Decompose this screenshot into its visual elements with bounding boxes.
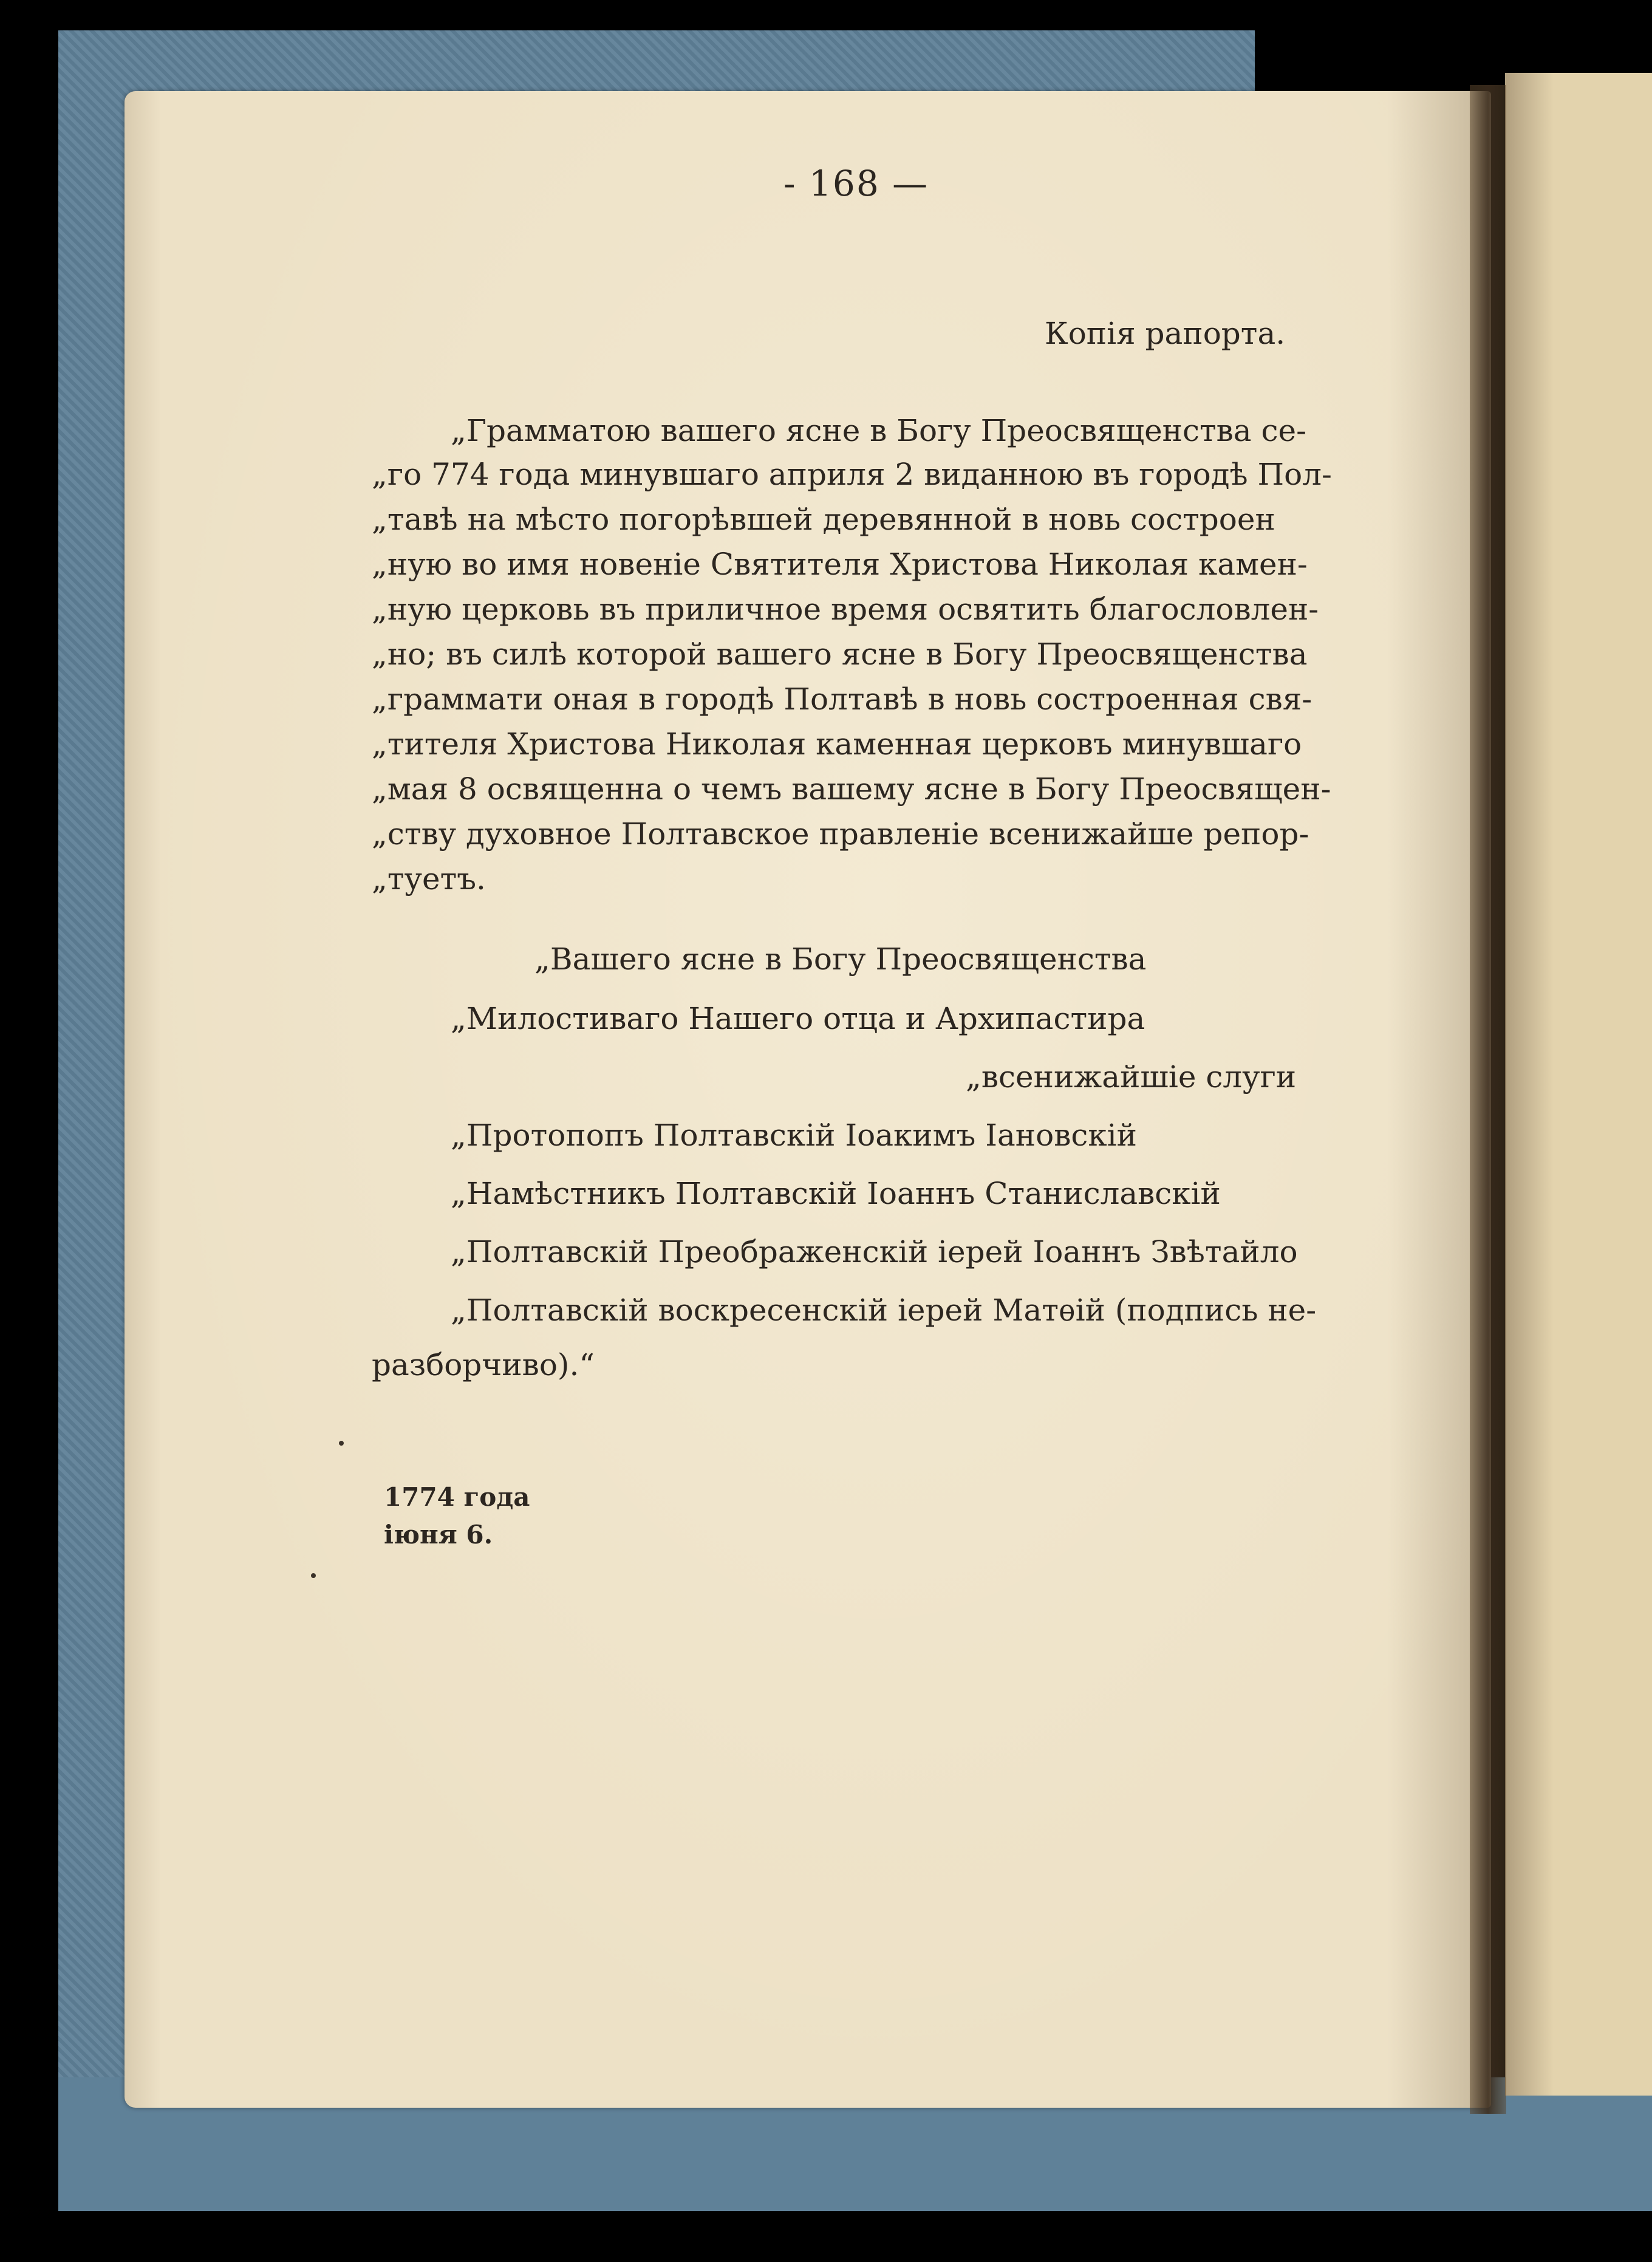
signatory-line: „Протопопъ Полтавскій Іоакимъ Іановскій — [451, 1118, 1137, 1153]
book-gutter — [1470, 85, 1506, 2114]
signatory-line: „Намѣстникъ Полтавскій Іоаннъ Станиславскій — [451, 1176, 1221, 1211]
facing-page-edge — [1505, 73, 1652, 2096]
closing-salutation: „Вашего ясне в Богу Преосвященства — [534, 941, 1147, 977]
signatory-line: „Полтавскій воскресенскій іерей Матѳій (подпись не- — [451, 1293, 1317, 1328]
closing-salutation: „Милостиваго Нашего отца и Архипастира — [451, 1001, 1145, 1036]
date-day: іюня 6. — [384, 1520, 493, 1550]
closing-servants: „всенижайшіе слуги — [966, 1059, 1297, 1095]
paper-speck — [311, 1573, 316, 1578]
report-line: „но; въ силѣ которой вашего ясне в Богу Преосвященства — [372, 637, 1308, 672]
book-page — [125, 91, 1491, 2108]
report-line: „туетъ. — [372, 861, 486, 897]
report-line: „Грамматою вашего ясне в Богу Преосвященства се- — [451, 413, 1306, 448]
paper-speck — [339, 1441, 344, 1446]
report-line: „ную церковь въ приличное время освятить благословлен- — [372, 592, 1319, 627]
report-line: „мая 8 освященна о чемъ вашему ясне в Богу Преосвящен- — [372, 771, 1331, 807]
signatory-continuation: разборчиво).“ — [372, 1347, 595, 1382]
report-line: „тителя Христова Николая каменная церковъ минувшаго — [372, 726, 1302, 762]
signatory-line: „Полтавскій Преображенскій іерей Іоаннъ Звѣтайло — [451, 1234, 1298, 1269]
page-number: - 168 — — [783, 163, 929, 204]
report-line: „ству духовное Полтавское правленіе всенижайше репор- — [372, 816, 1309, 852]
report-line: „го 774 года минувшаго априля 2 виданною въ городѣ Пол- — [372, 457, 1332, 492]
report-line: „тавѣ на мѣсто погорѣвшей деревянной в новь состроен — [372, 502, 1275, 537]
date-year: 1774 года — [384, 1482, 530, 1512]
report-line: „граммати оная в городѣ Полтавѣ в новь состроенная свя- — [372, 682, 1312, 717]
page-heading: Копія рапорта. — [1045, 316, 1286, 351]
report-line: „ную во имя новеніе Святителя Христова Николая камен- — [372, 547, 1308, 582]
